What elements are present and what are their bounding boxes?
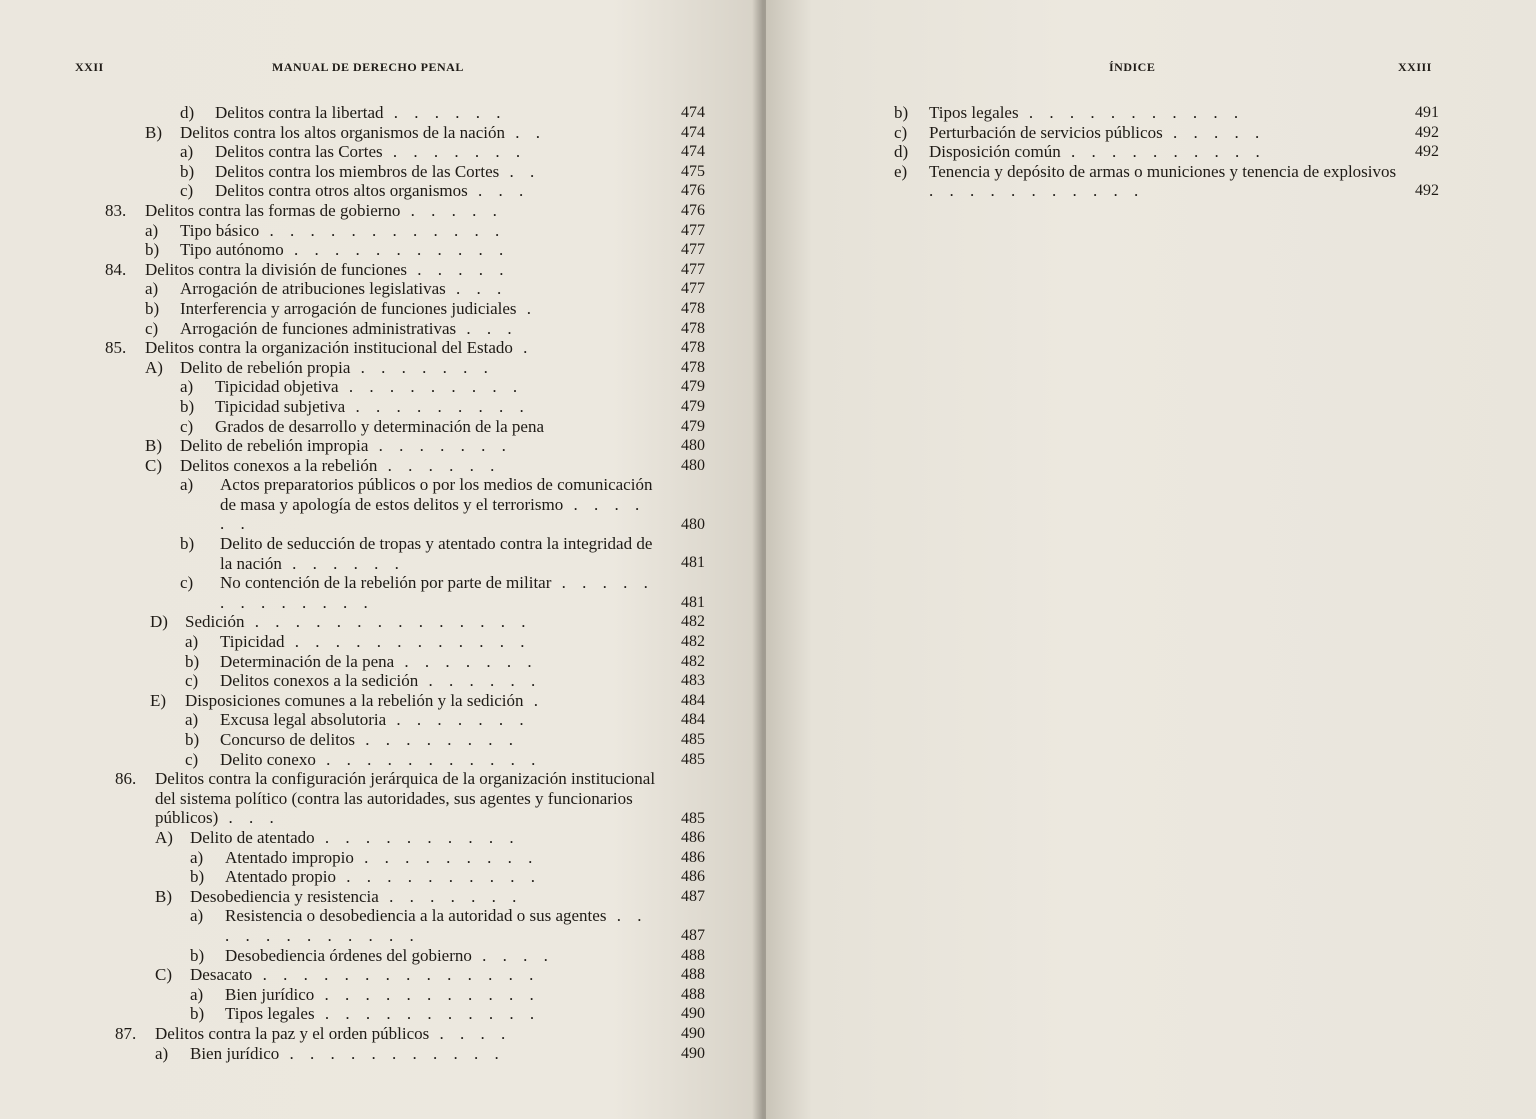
toc-entry-title: Delito de rebelión propia bbox=[180, 357, 351, 377]
toc-entry-marker: d) bbox=[894, 142, 909, 162]
toc-entry-page-number: 476 bbox=[681, 182, 705, 200]
toc-entry-marker: B) bbox=[155, 886, 172, 906]
toc-entry-marker: d) bbox=[180, 103, 195, 122]
toc-entry-title: Delitos conexos a la sedición bbox=[220, 671, 419, 691]
left-page bbox=[0, 0, 766, 1119]
toc-entry-page-number: 476 bbox=[681, 201, 705, 219]
toc-entry bbox=[100, 1024, 705, 1044]
toc-entry-leader-dots: . bbox=[512, 338, 534, 358]
toc-entry-page-number: 474 bbox=[681, 104, 705, 121]
toc-entry bbox=[100, 142, 705, 162]
toc-entry bbox=[100, 103, 705, 123]
toc-entry-leader-dots: . . . . . . . . . . . bbox=[1018, 103, 1245, 122]
toc-entry-page-number: 492 bbox=[1415, 123, 1439, 141]
toc-entry-title: Delitos contra la división de funciones bbox=[145, 259, 408, 279]
toc-entry bbox=[100, 456, 705, 476]
left-toc-list bbox=[100, 103, 705, 1063]
toc-entry-marker: c) bbox=[894, 122, 908, 142]
toc-entry-page-number: 477 bbox=[681, 280, 705, 298]
toc-entry bbox=[100, 436, 705, 456]
toc-entry-title: Tipos legales bbox=[929, 103, 1019, 122]
toc-entry bbox=[100, 612, 705, 632]
toc-entry bbox=[100, 965, 705, 985]
toc-entry-marker: c) bbox=[185, 671, 199, 691]
toc-entry-page-number: 475 bbox=[681, 162, 705, 180]
toc-entry-title: Concurso de delitos bbox=[220, 730, 356, 749]
toc-entry-title: Delitos contra la paz y el orden públicos bbox=[155, 1023, 430, 1043]
toc-entry bbox=[100, 534, 705, 573]
toc-entry-marker: e) bbox=[894, 161, 908, 181]
toc-entry-marker: b) bbox=[185, 730, 200, 749]
toc-entry bbox=[100, 397, 705, 417]
toc-entry-page-number: 480 bbox=[681, 515, 705, 533]
toc-entry-page-number: 488 bbox=[681, 946, 705, 964]
toc-entry bbox=[100, 181, 705, 201]
toc-entry-marker: a) bbox=[145, 220, 159, 240]
toc-entry bbox=[100, 730, 705, 750]
toc-entry-leader-dots: . . . . . bbox=[1162, 122, 1266, 142]
toc-entry-title: Delitos contra la libertad bbox=[215, 103, 384, 122]
toc-entry-title: Tipicidad objetiva bbox=[215, 377, 339, 397]
toc-entry-leader-dots: . . . bbox=[456, 318, 518, 338]
toc-entry-page-number: 490 bbox=[681, 1024, 705, 1042]
toc-entry bbox=[100, 377, 705, 397]
toc-entry bbox=[100, 201, 705, 221]
toc-entry-marker: a) bbox=[185, 710, 199, 730]
toc-entry-title: Delitos contra los miembros de las Cortes bbox=[215, 161, 500, 181]
toc-entry-marker: C) bbox=[145, 455, 162, 475]
toc-entry-leader-dots: . . . . . . . . . bbox=[345, 396, 530, 416]
toc-entry bbox=[894, 142, 1439, 162]
toc-entry-title: Tipicidad bbox=[220, 632, 285, 652]
toc-entry-leader-dots: . . . . . . . bbox=[386, 710, 530, 730]
toc-entry-title: Arrogación de funciones administrativas bbox=[180, 318, 457, 338]
toc-entry-marker: a) bbox=[180, 475, 194, 495]
toc-entry-marker: 86. bbox=[115, 769, 137, 789]
toc-entry-page-number: 488 bbox=[681, 985, 705, 1003]
toc-entry-leader-dots: . . . . . . . . . . . bbox=[314, 984, 540, 1004]
toc-entry-page-number: 479 bbox=[681, 397, 705, 415]
toc-entry-leader-dots: . . . . . . . . . . . . bbox=[225, 906, 648, 945]
toc-entry-leader-dots: . . . . . . . . . . . . bbox=[259, 220, 506, 240]
toc-entry-title: Delitos contra los altos organismos de la nación bbox=[180, 122, 505, 142]
toc-entry-marker: a) bbox=[180, 377, 194, 397]
toc-entry bbox=[100, 710, 705, 730]
toc-entry bbox=[100, 906, 705, 945]
toc-entry-leader-dots: . . . . . . . . . . . bbox=[279, 1043, 505, 1063]
toc-entry-title: Delitos contra la configuración jerárquica de la organización institucional del sistema político (contra las autoridades, sus agentes y funcionarios públicos) bbox=[155, 769, 656, 828]
toc-entry-title: Tipos legales bbox=[225, 1004, 315, 1024]
toc-entry-marker: b) bbox=[145, 298, 160, 318]
toc-entry-marker: a) bbox=[145, 279, 159, 299]
toc-entry-leader-dots: . . . bbox=[467, 181, 530, 201]
toc-entry bbox=[100, 946, 705, 966]
toc-entry bbox=[100, 240, 705, 260]
toc-entry-page-number: 474 bbox=[681, 123, 705, 141]
toc-entry-leader-dots: . . . . . . . . . . bbox=[314, 827, 520, 847]
toc-entry-marker: 83. bbox=[105, 200, 127, 220]
toc-entry-title: Tenencia y depósito de armas o municiones y tenencia de explosivos bbox=[929, 161, 1397, 181]
toc-entry-title: Disposiciones comunes a la rebelión y la sedición bbox=[185, 690, 524, 710]
toc-entry-page-number: 492 bbox=[1415, 182, 1439, 200]
toc-entry bbox=[100, 123, 705, 143]
toc-entry-marker: b) bbox=[180, 161, 195, 181]
toc-entry bbox=[100, 671, 705, 691]
toc-entry-marker: c) bbox=[180, 573, 194, 593]
toc-entry-page-number: 479 bbox=[681, 378, 705, 396]
toc-entry-leader-dots: . . . . . . . . . . . bbox=[314, 1004, 541, 1024]
toc-entry-marker: b) bbox=[190, 867, 205, 887]
toc-entry bbox=[100, 691, 705, 711]
toc-entry-leader-dots: . bbox=[523, 690, 544, 710]
toc-entry-page-number: 488 bbox=[681, 966, 705, 984]
toc-entry-marker: b) bbox=[180, 396, 195, 416]
toc-entry-leader-dots: . . . . bbox=[471, 945, 554, 965]
toc-entry-page-number: 491 bbox=[1415, 104, 1439, 121]
toc-entry-title: Atentado impropio bbox=[225, 847, 354, 867]
toc-entry-marker: b) bbox=[145, 240, 160, 260]
toc-entry-page-number: 483 bbox=[681, 672, 705, 690]
toc-entry-leader-dots: . . . . . . . . . . . . . . bbox=[252, 965, 540, 985]
toc-entry-marker: b) bbox=[894, 103, 909, 122]
toc-entry bbox=[100, 632, 705, 652]
toc-entry bbox=[100, 475, 705, 534]
toc-entry-page-number: 482 bbox=[681, 652, 705, 670]
toc-entry-page-number: 479 bbox=[681, 417, 705, 435]
toc-entry-title: Atentado propio bbox=[225, 867, 336, 887]
toc-entry bbox=[100, 162, 705, 182]
toc-entry-title: Desobediencia órdenes del gobierno bbox=[225, 945, 472, 965]
toc-entry-title: Arrogación de atribuciones legislativas bbox=[180, 279, 446, 299]
toc-entry-marker: a) bbox=[180, 142, 194, 162]
toc-entry-leader-dots: . . . . . . . . . . . bbox=[929, 181, 1145, 201]
toc-entry-title: Delitos contra las formas de gobierno bbox=[145, 200, 401, 220]
toc-entry-leader-dots: . . . . . . . bbox=[378, 886, 523, 906]
toc-entry-title: Resistencia o desobediencia a la autoridad o sus agentes bbox=[225, 906, 607, 926]
toc-entry-title: Delitos contra otros altos organismos bbox=[215, 181, 468, 201]
toc-entry-title: Delito de seducción de tropas y atentado contra la integridad de la nación bbox=[220, 534, 653, 573]
toc-entry-title: Bien jurídico bbox=[225, 984, 315, 1004]
toc-entry-title: Sedición bbox=[185, 612, 245, 632]
toc-entry-title: Delito conexo bbox=[220, 749, 316, 769]
toc-entry-page-number: 484 bbox=[681, 711, 705, 729]
toc-entry-page-number: 478 bbox=[681, 299, 705, 317]
toc-entry-leader-dots: . . . . . . . . . bbox=[353, 847, 539, 867]
toc-entry bbox=[100, 750, 705, 770]
toc-entry-title: Delito de atentado bbox=[190, 827, 315, 847]
toc-entry-leader-dots: . . . . . . . bbox=[368, 436, 512, 456]
toc-entry-marker: a) bbox=[190, 906, 204, 926]
toc-entry bbox=[894, 162, 1439, 201]
toc-entry-title: Desacato bbox=[190, 965, 253, 985]
toc-entry-leader-dots: . . . . . . bbox=[220, 494, 646, 534]
left-running-title: MANUAL DE DERECHO PENAL bbox=[272, 60, 464, 74]
toc-entry-marker: B) bbox=[145, 122, 162, 142]
toc-entry-leader-dots: . . . . . . . . . . . . . bbox=[220, 573, 654, 612]
toc-entry-leader-dots: . bbox=[516, 298, 538, 318]
toc-entry-leader-dots: . . bbox=[504, 122, 546, 142]
toc-entry-title: Tipicidad subjetiva bbox=[215, 396, 346, 416]
toc-entry-marker: D) bbox=[150, 612, 168, 632]
toc-entry-title: Interferencia y arrogación de funciones judiciales bbox=[180, 298, 517, 318]
toc-entry-page-number: 486 bbox=[681, 828, 705, 846]
toc-entry-leader-dots: . . . . . . . . bbox=[355, 730, 520, 749]
toc-entry-title: No contención de la rebelión por parte de militar bbox=[220, 573, 552, 593]
toc-entry-leader-dots: . . . . . . . bbox=[382, 142, 527, 162]
toc-entry-marker: a) bbox=[190, 847, 204, 867]
toc-entry-page-number: 485 bbox=[681, 750, 705, 768]
toc-entry-title: Determinación de la pena bbox=[220, 651, 395, 671]
toc-entry-leader-dots: . . . bbox=[445, 279, 508, 299]
toc-entry bbox=[100, 828, 705, 848]
toc-entry-title: Tipo básico bbox=[180, 220, 260, 240]
toc-entry-page-number: 485 bbox=[681, 809, 705, 827]
toc-entry-page-number: 487 bbox=[681, 926, 705, 944]
toc-entry-page-number: 482 bbox=[681, 613, 705, 631]
toc-entry-leader-dots: . . . bbox=[218, 808, 280, 828]
toc-entry bbox=[100, 221, 705, 241]
toc-entry bbox=[100, 260, 705, 280]
toc-entry-title: Excusa legal absolutoria bbox=[220, 710, 387, 730]
toc-entry-title: Grados de desarrollo y determinación de la pena bbox=[215, 416, 545, 436]
toc-entry-title: Actos preparatorios públicos o por los medios de comunicación de masa y apología de estos delitos y el terrorismo bbox=[220, 475, 653, 514]
toc-entry-leader-dots: . . . . . . . . . . . . bbox=[284, 632, 531, 652]
toc-entry-leader-dots: . . . . . . . bbox=[350, 357, 494, 377]
toc-entry-leader-dots: . . . . . . . . . . bbox=[1060, 142, 1266, 162]
toc-entry-leader-dots: . . . . . bbox=[407, 259, 510, 279]
toc-entry-leader-dots: . . . . . . . . . . . bbox=[315, 749, 542, 769]
toc-entry-page-number: 480 bbox=[681, 456, 705, 474]
toc-entry-marker: c) bbox=[145, 318, 159, 338]
toc-entry-page-number: 474 bbox=[681, 143, 705, 161]
toc-entry bbox=[894, 123, 1439, 143]
toc-entry bbox=[100, 848, 705, 868]
toc-entry-page-number: 481 bbox=[681, 554, 705, 572]
toc-entry-page-number: 477 bbox=[681, 241, 705, 259]
toc-entry-marker: B) bbox=[145, 436, 162, 456]
toc-entry bbox=[100, 887, 705, 907]
toc-entry bbox=[100, 769, 705, 828]
toc-entry-page-number: 490 bbox=[681, 1005, 705, 1023]
right-page bbox=[766, 0, 1536, 1119]
toc-entry-marker: 87. bbox=[115, 1023, 137, 1043]
toc-entry-marker: A) bbox=[145, 357, 163, 377]
toc-entry-title: Delitos conexos a la rebelión bbox=[180, 455, 378, 475]
toc-entry-title: Delitos contra la organización institucional del Estado bbox=[145, 338, 513, 358]
toc-entry-marker: b) bbox=[190, 1004, 205, 1024]
toc-entry-leader-dots: . . . . . . . bbox=[394, 651, 538, 671]
toc-entry-page-number: 490 bbox=[681, 1044, 705, 1062]
right-folio: XXIII bbox=[1398, 60, 1432, 74]
toc-entry-page-number: 486 bbox=[681, 868, 705, 886]
toc-entry bbox=[100, 1044, 705, 1064]
toc-entry bbox=[894, 103, 1439, 123]
toc-entry bbox=[100, 1004, 705, 1024]
toc-entry-leader-dots: . . . . . . bbox=[383, 103, 507, 122]
toc-entry-leader-dots: . . . . . . bbox=[281, 553, 405, 573]
toc-entry-page-number: 482 bbox=[681, 633, 705, 651]
toc-entry-page-number: 487 bbox=[681, 887, 705, 905]
right-toc-list bbox=[894, 103, 1439, 201]
toc-entry bbox=[100, 417, 705, 437]
toc-entry bbox=[100, 358, 705, 378]
toc-entry-title: Delito de rebelión impropia bbox=[180, 436, 369, 456]
toc-entry-title: Tipo autónomo bbox=[180, 240, 284, 260]
toc-entry-title: Delitos contra las Cortes bbox=[215, 142, 383, 162]
toc-entry bbox=[100, 338, 705, 358]
toc-entry bbox=[100, 985, 705, 1005]
toc-entry-marker: b) bbox=[190, 945, 205, 965]
toc-entry-leader-dots: . . . . . . bbox=[418, 671, 542, 691]
toc-entry bbox=[100, 573, 705, 612]
toc-entry-marker: a) bbox=[190, 984, 204, 1004]
toc-entry-leader-dots: . . . . . . bbox=[377, 455, 501, 475]
toc-entry bbox=[100, 299, 705, 319]
toc-entry-marker: A) bbox=[155, 827, 173, 847]
toc-entry-marker: c) bbox=[185, 749, 199, 769]
toc-entry-marker: a) bbox=[155, 1043, 169, 1063]
toc-entry-leader-dots: . . bbox=[499, 161, 541, 181]
toc-entry-leader-dots: . . . . . . . . . . . bbox=[283, 240, 510, 260]
toc-entry-page-number: 492 bbox=[1415, 143, 1439, 161]
toc-entry-page-number: 477 bbox=[681, 221, 705, 239]
toc-entry-page-number: 478 bbox=[681, 319, 705, 337]
toc-entry-marker: c) bbox=[180, 181, 194, 201]
toc-entry-page-number: 478 bbox=[681, 358, 705, 376]
toc-entry-marker: 84. bbox=[105, 259, 127, 279]
toc-entry-title: Disposición común bbox=[929, 142, 1061, 162]
toc-entry-leader-dots: . . . . . . . . . bbox=[338, 377, 524, 397]
toc-entry-title: Bien jurídico bbox=[190, 1043, 280, 1063]
left-folio: XXII bbox=[75, 60, 104, 74]
toc-entry-marker: c) bbox=[180, 416, 194, 436]
toc-entry-page-number: 484 bbox=[681, 691, 705, 709]
right-running-title: ÍNDICE bbox=[1109, 60, 1156, 74]
toc-entry-title: Perturbación de servicios públicos bbox=[929, 122, 1163, 142]
toc-entry-title: Desobediencia y resistencia bbox=[190, 886, 379, 906]
toc-entry-marker: E) bbox=[150, 690, 167, 710]
toc-entry-page-number: 485 bbox=[681, 731, 705, 748]
toc-entry-marker: C) bbox=[155, 965, 172, 985]
toc-entry-leader-dots: . . . . . . . . . . . . . . bbox=[244, 612, 532, 632]
toc-entry-marker: a) bbox=[185, 632, 199, 652]
toc-entry-page-number: 480 bbox=[681, 437, 705, 455]
toc-entry-leader-dots: . . . . . bbox=[400, 200, 503, 220]
toc-entry bbox=[100, 652, 705, 672]
toc-entry-marker: b) bbox=[180, 534, 195, 554]
toc-entry-marker: b) bbox=[185, 651, 200, 671]
toc-entry-marker: 85. bbox=[105, 338, 127, 358]
toc-entry-page-number: 478 bbox=[681, 339, 705, 357]
toc-entry bbox=[100, 319, 705, 339]
toc-entry-page-number: 477 bbox=[681, 260, 705, 278]
toc-entry bbox=[100, 867, 705, 887]
toc-entry-leader-dots: . . . . . . . . . . bbox=[335, 867, 541, 887]
toc-entry-page-number: 481 bbox=[681, 593, 705, 611]
toc-entry-leader-dots: . . . . bbox=[429, 1023, 512, 1043]
toc-entry bbox=[100, 279, 705, 299]
toc-entry-page-number: 486 bbox=[681, 848, 705, 866]
